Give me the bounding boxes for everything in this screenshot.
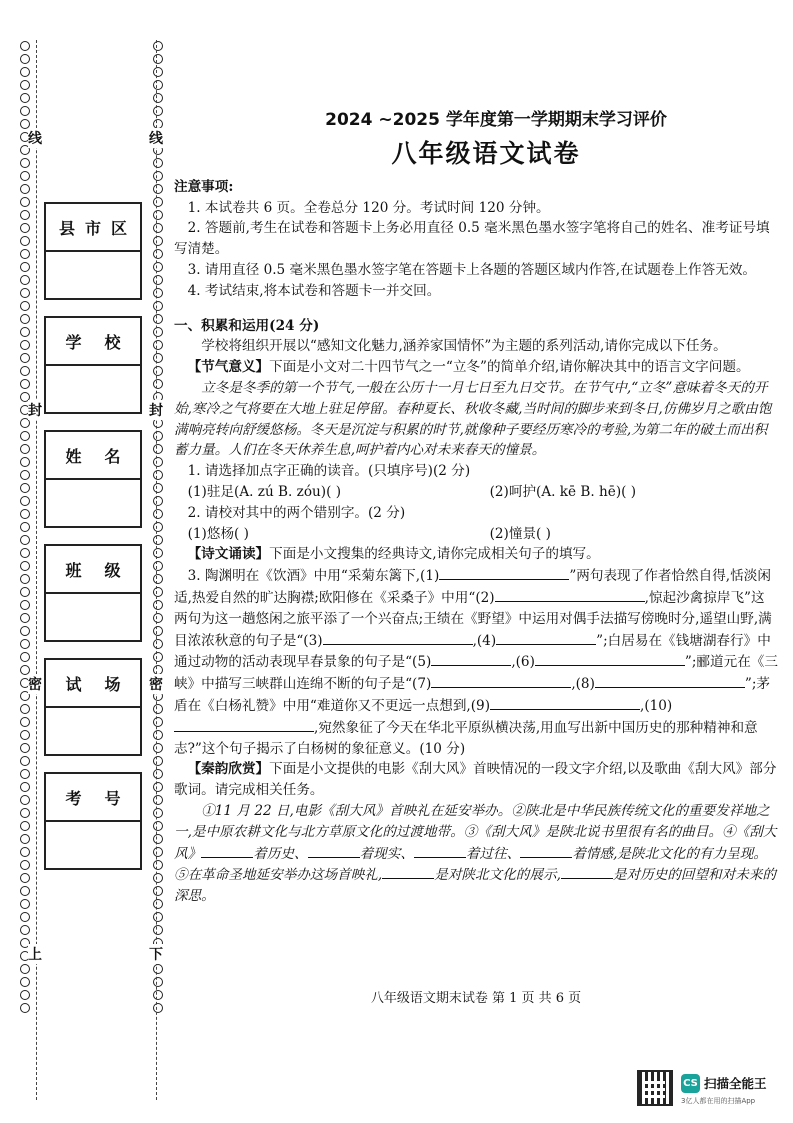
binding-hole xyxy=(153,600,163,610)
task-poetry: 【诗文诵读】下面是小文搜集的经典诗文,请你完成相关句子的填写。 xyxy=(187,546,600,563)
binding-hole xyxy=(20,223,30,233)
binding-hole xyxy=(20,756,30,766)
binding-hole xyxy=(153,197,163,207)
name-field-label: 姓 名 xyxy=(46,432,140,480)
notice-item: 3. 请用直径 0.5 毫米黑色墨水签字笔在答题卡上各题的答题区域内作答,在试题卷上作答无效。 xyxy=(187,261,757,278)
binding-hole xyxy=(20,184,30,194)
section-heading: 一、积累和运用(24 分) xyxy=(174,317,320,334)
binding-hole xyxy=(20,236,30,246)
binding-hole xyxy=(20,769,30,779)
binding-hole xyxy=(153,223,163,233)
binding-hole xyxy=(153,509,163,519)
question-2: 2. 请校对其中的两个错别字。(2 分) xyxy=(187,504,406,521)
binding-hole xyxy=(153,704,163,714)
binding-hole xyxy=(153,574,163,584)
binding-hole xyxy=(153,561,163,571)
binding-hole xyxy=(20,847,30,857)
binding-hole xyxy=(153,795,163,805)
notice-item: 1. 本试卷共 6 页。全卷总分 120 分。考试时间 120 分钟。 xyxy=(187,199,550,216)
binding-hole xyxy=(153,652,163,662)
binding-hole xyxy=(153,80,163,90)
binding-hole xyxy=(153,769,163,779)
binding-hole xyxy=(153,626,163,636)
binding-hole xyxy=(20,717,30,727)
binding-hole xyxy=(20,548,30,558)
binding-hole xyxy=(153,275,163,285)
binding-hole xyxy=(153,249,163,259)
binding-hole xyxy=(153,535,163,545)
passage-lidong: 立冬是冬季的第一个节气,一般在公历十一月七日至九日交节。在节气中,“立冬”意味着冬天的开始,寒冷之气将要在大地上驻足停留。春种夏长、秋收冬藏,当时间的脚步来到冬日,仿佛岁月之歌由饱满响亮转向舒缓悠杨。冬天是沉淀与积累的时节,就像种子要经历寒冷的考验,为第二年的破土而出积蓄力量。人们在冬天休养生息,呵护着内心对未来春天的憧景。 xyxy=(174,379,772,459)
seal-char-left-2: 封 xyxy=(28,400,42,420)
binding-hole xyxy=(20,561,30,571)
binding-hole xyxy=(153,457,163,467)
binding-hole xyxy=(153,158,163,168)
binding-hole xyxy=(20,457,30,467)
task-shaanxi-opera: 【秦韵欣赏】下面是小文提供的电影《刮大风》首映情况的一段文字介绍,以及歌曲《刮大风》部分歌词。请完成相关任务。 xyxy=(174,761,777,799)
binding-margin xyxy=(0,0,175,1123)
binding-hole xyxy=(20,977,30,987)
question-1-options[interactable]: (1)驻足(A. zú B. zóu)( ) (2)呵护(A. kē B. hē)( ) xyxy=(187,483,637,500)
binding-hole xyxy=(153,873,163,883)
binding-hole xyxy=(20,509,30,519)
binding-hole xyxy=(153,106,163,116)
binding-hole xyxy=(153,756,163,766)
binding-hole xyxy=(20,327,30,337)
binding-hole xyxy=(20,340,30,350)
binding-hole xyxy=(20,964,30,974)
binding-hole xyxy=(20,704,30,714)
binding-hole xyxy=(20,730,30,740)
binding-hole xyxy=(20,574,30,584)
county-field[interactable] xyxy=(44,202,142,300)
binding-hole xyxy=(153,834,163,844)
exam-number-field-label: 考 号 xyxy=(46,774,140,822)
binding-hole xyxy=(20,379,30,389)
binding-hole xyxy=(153,522,163,532)
binding-hole xyxy=(153,730,163,740)
binding-hole xyxy=(153,340,163,350)
binding-hole xyxy=(153,41,163,51)
binding-hole xyxy=(153,184,163,194)
binding-hole xyxy=(153,977,163,987)
binding-hole xyxy=(20,353,30,363)
binding-hole xyxy=(153,288,163,298)
binding-hole xyxy=(153,67,163,77)
binding-hole xyxy=(153,444,163,454)
school-field[interactable] xyxy=(44,316,142,414)
binding-hole xyxy=(20,535,30,545)
binding-hole xyxy=(20,262,30,272)
binding-hole xyxy=(20,366,30,376)
binding-hole xyxy=(153,314,163,324)
seal-char-left-1: 线 xyxy=(28,128,42,148)
question-3[interactable]: 3. 陶渊明在《饮酒》中用“采菊东篱下,(1) ”两句表现了作者恰然自得,恬淡闲适,热爱自然的旷达胸襟;欧阳修在《采桑子》中用“(2) ,惊起沙禽掠岸飞”这两句为这一趟悠闲之旅平添了一个兴奋点;王绩在《野望》中运用对偶手法描写傍晚时分,遥望山野,满目浓浓秋意的句子是“(3) ,(4) ”;白居易在《钱塘湖春行》中通过动物的活动表现早春景象的句子是“(5) ,(6) ”;郦道元在《三峡》中描写三峡群山连绵不断的句子是“(7) ,(8) ”;茅盾在《白杨礼赞》中用“难道你又不更远一点想到,(9) ,(10),宛然象征了今天在华北平原纵横决荡,用血写出新中国历史的那种精神和意志?”这个句子揭示了白杨树的象征意义。(10 分) xyxy=(174,565,778,759)
binding-hole xyxy=(20,899,30,909)
class-field-label: 班 级 xyxy=(46,546,140,594)
binding-hole xyxy=(20,873,30,883)
binding-hole xyxy=(153,782,163,792)
binding-hole xyxy=(20,158,30,168)
binding-hole xyxy=(153,1003,163,1013)
seal-char-right-3: 密 xyxy=(149,674,163,694)
binding-hole xyxy=(20,652,30,662)
binding-hole xyxy=(20,587,30,597)
exam-room-field[interactable] xyxy=(44,658,142,756)
binding-hole xyxy=(153,93,163,103)
question-2-options[interactable]: (1)悠杨( ) (2)憧景( ) xyxy=(187,525,551,542)
binding-hole xyxy=(20,444,30,454)
binding-hole xyxy=(20,80,30,90)
notice-heading: 注意事项: xyxy=(174,178,234,195)
binding-hole xyxy=(20,301,30,311)
exam-room-field-label: 试 场 xyxy=(46,660,140,708)
binding-hole xyxy=(20,314,30,324)
binding-hole xyxy=(20,431,30,441)
binding-hole xyxy=(153,548,163,558)
binding-hole xyxy=(153,925,163,935)
binding-hole xyxy=(20,171,30,181)
binding-hole xyxy=(20,990,30,1000)
passage-guadafeng[interactable]: ①11 月 22 日,电影《刮大风》首映礼在延安举办。②陕北是中华民族传统文化的重要发祥地之一,是中原农耕文化与北方草原文化的过渡地带。③《刮大风》是陕北说书里很有名的曲目。④《刮大风》 着历史、 着现实、 着过往、 着情感,是陕北文化的有力呈现。⑤在革命圣地延安举办这场首映礼, 是对陕北文化的展示, 是对历史的回望和对未来的深思。 xyxy=(174,802,777,905)
class-field[interactable] xyxy=(44,544,142,642)
seal-char-left-4: 上 xyxy=(28,944,42,964)
seal-char-left-3: 密 xyxy=(28,674,42,694)
binding-hole xyxy=(153,379,163,389)
binding-hole xyxy=(20,93,30,103)
binding-hole xyxy=(153,496,163,506)
binding-hole xyxy=(20,197,30,207)
scanner-app-tagline: 3亿人都在用的扫描App xyxy=(681,1097,756,1105)
binding-hole xyxy=(153,587,163,597)
binding-hole xyxy=(20,795,30,805)
binding-hole xyxy=(20,821,30,831)
binding-hole xyxy=(20,886,30,896)
binding-hole xyxy=(20,67,30,77)
binding-hole xyxy=(20,834,30,844)
page-footer: 八年级语文期末试卷 第 1 页 共 6 页 xyxy=(370,991,582,1006)
binding-hole xyxy=(20,626,30,636)
binding-hole xyxy=(153,54,163,64)
binding-hole xyxy=(20,249,30,259)
binding-hole xyxy=(153,808,163,818)
binding-hole xyxy=(20,912,30,922)
task-solar-term: 【节气意义】下面是小文对二十四节气之一“立冬”的简单介绍,请你解决其中的语言文字问题。 xyxy=(187,359,750,376)
binding-hole xyxy=(20,743,30,753)
binding-hole xyxy=(20,860,30,870)
binding-hole xyxy=(153,717,163,727)
paper-title: 八年级语文试卷 xyxy=(391,139,581,168)
binding-hole xyxy=(20,782,30,792)
seal-char-right-2: 封 xyxy=(149,400,163,420)
cut-line-right xyxy=(156,40,157,1100)
qr-code-icon xyxy=(637,1070,673,1106)
binding-hole xyxy=(153,743,163,753)
binding-hole xyxy=(20,470,30,480)
binding-hole xyxy=(153,886,163,896)
binding-hole xyxy=(153,366,163,376)
binding-hole xyxy=(20,106,30,116)
scanner-app-name: 扫描全能王 xyxy=(704,1076,767,1091)
binding-hole xyxy=(153,301,163,311)
cut-line-left xyxy=(36,40,37,1100)
notice-item: 4. 考试结束,将本试卷和答题卡一并交回。 xyxy=(187,282,441,299)
binding-hole xyxy=(20,288,30,298)
binding-hole xyxy=(20,496,30,506)
binding-hole xyxy=(153,431,163,441)
binding-hole xyxy=(153,470,163,480)
binding-hole xyxy=(20,483,30,493)
question-1: 1. 请选择加点字正确的读音。(只填序号)(2 分) xyxy=(187,463,471,480)
binding-hole xyxy=(153,483,163,493)
binding-hole xyxy=(20,41,30,51)
binding-hole xyxy=(153,821,163,831)
binding-hole xyxy=(153,353,163,363)
camscanner-logo-icon: CS xyxy=(681,1074,700,1093)
binding-hole xyxy=(20,613,30,623)
binding-hole xyxy=(153,899,163,909)
binding-hole xyxy=(20,808,30,818)
notice-item: 2. 答题前,考生在试卷和答题卡上务必用直径 0.5 毫米黑色墨水签字笔将自己的姓名、准考证号填写清楚。 xyxy=(174,220,770,258)
binding-hole xyxy=(153,964,163,974)
binding-holes-left xyxy=(12,38,38,1016)
county-field-label: 县 市 区 xyxy=(46,204,140,252)
binding-hole xyxy=(20,54,30,64)
binding-hole xyxy=(153,171,163,181)
binding-holes-right xyxy=(145,38,171,1016)
year-title: 2024 ~2025 学年度第一学期期末学习评价 xyxy=(325,110,667,130)
binding-hole xyxy=(20,639,30,649)
binding-hole xyxy=(153,847,163,857)
binding-hole xyxy=(153,262,163,272)
binding-hole xyxy=(153,210,163,220)
exam-number-field[interactable] xyxy=(44,772,142,870)
binding-hole xyxy=(20,522,30,532)
binding-hole xyxy=(20,1003,30,1013)
name-field[interactable] xyxy=(44,430,142,528)
binding-hole xyxy=(153,236,163,246)
binding-hole xyxy=(20,275,30,285)
binding-hole xyxy=(153,639,163,649)
binding-hole xyxy=(153,912,163,922)
binding-hole xyxy=(153,860,163,870)
binding-hole xyxy=(153,327,163,337)
section-intro: 学校将组织开展以“感知文化魅力,涵养家国情怀”为主题的系列活动,请你完成以下任务。 xyxy=(201,338,727,355)
seal-char-right-4: 下 xyxy=(149,944,163,964)
binding-hole xyxy=(20,600,30,610)
school-field-label: 学 校 xyxy=(46,318,140,366)
binding-hole xyxy=(20,925,30,935)
binding-hole xyxy=(153,613,163,623)
seal-char-right-1: 线 xyxy=(149,128,163,148)
binding-hole xyxy=(153,990,163,1000)
exam-page xyxy=(174,110,778,907)
binding-hole xyxy=(20,210,30,220)
